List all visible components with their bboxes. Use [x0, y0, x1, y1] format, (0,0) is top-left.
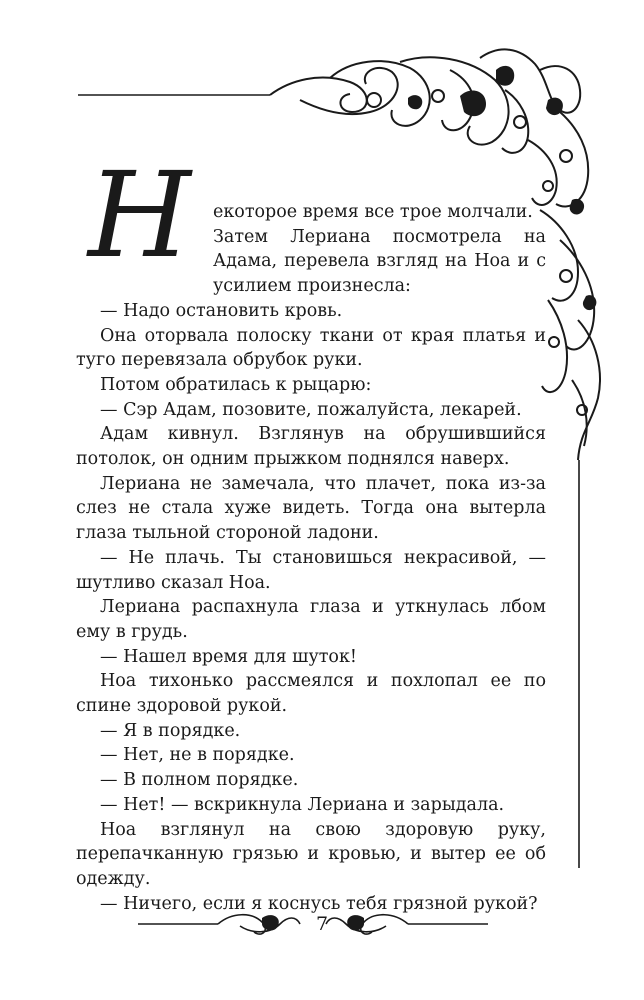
paragraph: Лериана распахнула глаза и уткнулась лбом ему в грудь.: [76, 597, 546, 642]
paragraph: — Нет! — вскрикнула Лериана и зарыдала.: [100, 794, 505, 815]
paragraph: — Нашел время для шуток!: [100, 646, 357, 667]
paragraph: Лериана не замечала, что плачет, пока из-за слез не стала хуже видеть. Тогда она вытерла глаза тыльной стороной ладони.: [76, 473, 546, 544]
paragraph: Адам кивнул. Взглянув на обрушившийся потолок, он одним прыжком поднялся наверх.: [76, 424, 546, 470]
page-body-text: [76, 200, 546, 916]
paragraph: Ноа тихонько рассмеялся и похлопал ее по спине здоровой рукой.: [76, 671, 546, 717]
paragraph: Ноа взглянул на свою здоровую руку, перепачканную грязью и кровью, и вытер ее об одежду.: [76, 819, 546, 889]
paragraph: — Сэр Адам, позовите, пожалуйста, лекарей.: [100, 399, 522, 420]
paragraph: екоторое время все трое молчали.: [213, 202, 533, 222]
paragraph: — Надо остановить кровь.: [100, 300, 343, 321]
paragraph: Потом обратилась к рыцарю:: [100, 374, 372, 395]
paragraph: — Ничего, если я коснусь тебя грязной рукой?: [100, 893, 538, 914]
paragraph: — В полном порядке.: [100, 770, 299, 791]
paragraph-text: Затем Лериана посмотрела на Адама, перевела взгляд на Ноа и с усилием произнесла:: [213, 226, 546, 297]
drop-cap-letter: Н: [88, 146, 191, 284]
paragraph: — Не плачь. Ты становишься некрасивой, — шутливо сказал Ноа.: [76, 547, 546, 593]
paragraph: — Нет, не в порядке.: [100, 745, 295, 766]
paragraph: [213, 225, 546, 299]
paragraph: Она оторвала полоску ткани от края платья и туго перевязала обрубок руки.: [76, 325, 546, 371]
paragraph: — Я в порядке.: [100, 720, 241, 741]
page-number: 7: [315, 913, 329, 935]
